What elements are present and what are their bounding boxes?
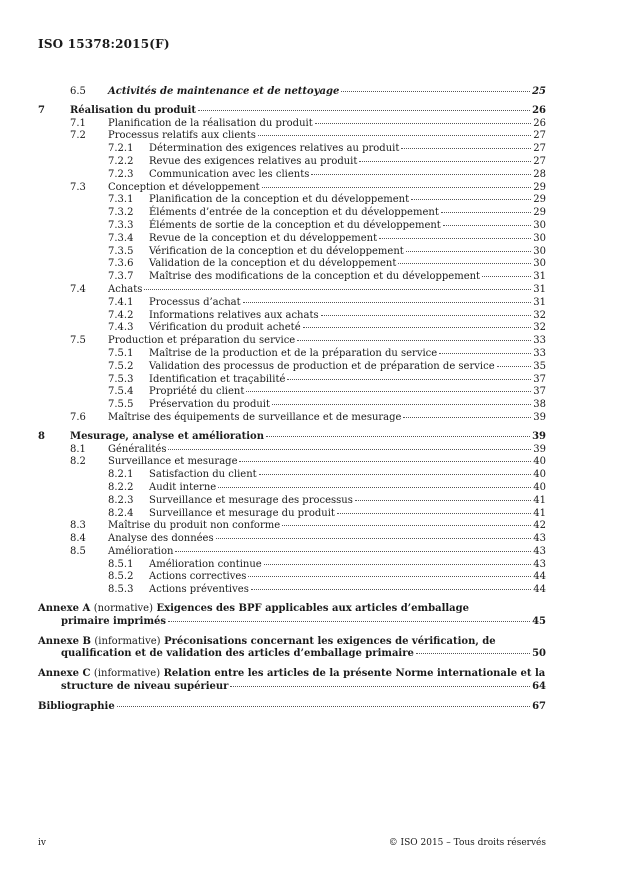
toc-entry-number: 8.2: [70, 456, 86, 468]
toc-entry-title: Surveillance et mesurage du produit: [149, 507, 335, 519]
toc-entry-7-4-1[interactable]: [38, 297, 546, 310]
toc-entry-7-3-6[interactable]: [38, 258, 546, 271]
table-of-contents: [38, 86, 546, 714]
annex-title-cont: structure de niveau supérieur: [61, 681, 229, 693]
dot-leader: [259, 474, 532, 475]
annex-title: Préconisations concernant les exigences de vérification, de: [164, 635, 496, 647]
toc-entry-title: Production et préparation du service: [108, 335, 296, 347]
toc-entry-7-6[interactable]: [38, 412, 546, 425]
dot-leader: [117, 706, 530, 707]
toc-entry-8-5[interactable]: [38, 546, 546, 559]
toc-entry-title: Validation de la conception et du développement: [149, 258, 397, 270]
toc-entry-7-1[interactable]: [38, 118, 546, 131]
toc-entry-number: 7.3.1: [108, 194, 134, 206]
toc-entry-page: 30: [533, 219, 546, 231]
toc-entry-7-5-2[interactable]: [38, 361, 546, 374]
dot-leader: [337, 513, 531, 514]
dot-leader: [441, 212, 531, 213]
dot-leader: [297, 340, 531, 341]
dot-leader: [287, 379, 531, 380]
toc-entry-page: 30: [533, 258, 546, 270]
toc-entry-number: 7.3.6: [108, 258, 134, 270]
toc-entry-title: Planification de la conception et du développement: [149, 194, 410, 206]
toc-entry-bibliography[interactable]: [38, 701, 546, 714]
annex-page: 64: [532, 681, 546, 693]
toc-entry-number: 7.3: [70, 181, 86, 193]
toc-entry-number: 7.3.3: [108, 219, 134, 231]
toc-annex-b[interactable]: [38, 636, 546, 662]
toc-entry-page: 41: [533, 507, 546, 519]
dot-leader: [251, 589, 531, 590]
dot-leader: [144, 289, 531, 290]
toc-entry-8-5-3[interactable]: [38, 584, 546, 597]
dot-leader: [497, 366, 532, 367]
toc-entry-page: 39: [533, 411, 546, 423]
dot-leader: [403, 417, 531, 418]
toc-entry-page: 30: [533, 232, 546, 244]
toc-entry-title: Amélioration continue: [149, 558, 262, 570]
toc-entry-page: 29: [533, 207, 546, 219]
toc-chapter-8[interactable]: [38, 431, 546, 444]
dot-leader: [311, 174, 531, 175]
toc-entry-page: 27: [533, 155, 546, 167]
dot-leader: [416, 653, 530, 654]
toc-entry-page: 37: [533, 386, 546, 398]
bibliography-page: 67: [532, 700, 546, 712]
toc-entry-number: 7.5.5: [108, 399, 134, 411]
annex-type: (normative): [93, 603, 153, 615]
toc-entry-title: Satisfaction du client: [149, 469, 257, 481]
dot-leader: [406, 251, 531, 252]
toc-entry-title: Conception et développement: [108, 181, 260, 193]
toc-entry-7-4[interactable]: [38, 284, 546, 297]
toc-entry-title: Activités de maintenance et de nettoyage: [108, 86, 340, 97]
toc-entry-title: Audit interne: [149, 481, 217, 493]
toc-entry-number: 7.2.1: [108, 143, 134, 155]
toc-entry-7-5-5[interactable]: [38, 399, 546, 412]
dot-leader: [303, 327, 532, 328]
toc-entry-number: 7.2: [70, 130, 86, 142]
toc-entry-7-2-2[interactable]: [38, 156, 546, 169]
footer-page-number: iv: [38, 838, 46, 848]
toc-entry-7-2-1[interactable]: [38, 143, 546, 156]
dot-leader: [315, 123, 532, 124]
footer-copyright: © ISO 2015 – Tous droits réservés: [388, 838, 546, 848]
toc-entry-page: 38: [533, 399, 546, 411]
dot-leader: [248, 576, 531, 577]
toc-entry-8-1[interactable]: [38, 444, 546, 457]
dot-leader: [379, 238, 531, 239]
toc-entry-title: Processus d’achat: [149, 296, 241, 308]
toc-entry-page: 44: [533, 584, 546, 596]
annex-label: Annexe C: [38, 668, 91, 680]
toc-entry-number: 8.5.2: [108, 571, 134, 583]
dot-leader: [321, 315, 532, 316]
dot-leader: [262, 187, 532, 188]
toc-entry-page: 33: [533, 347, 546, 359]
toc-entry-title: Éléments d’entrée de la conception et du développement: [149, 207, 439, 219]
toc-entry-number: 7.4.2: [108, 309, 134, 321]
dot-leader: [168, 449, 531, 450]
toc-entry-page: 37: [533, 373, 546, 385]
dot-leader: [443, 225, 531, 226]
toc-entry-7-5-1[interactable]: [38, 348, 546, 361]
toc-entry-title: Généralités: [108, 443, 167, 455]
toc-annex-c[interactable]: [38, 668, 546, 694]
toc-entry-title: Détermination des exigences relatives au produit: [149, 143, 400, 155]
toc-entry-8-2-4[interactable]: [38, 508, 546, 521]
toc-chapter-7[interactable]: [38, 105, 546, 118]
dot-leader: [401, 148, 531, 149]
toc-entry-page: 30: [533, 245, 546, 257]
toc-entry-title: Achats: [108, 283, 143, 295]
dot-leader: [264, 564, 532, 565]
toc-entry-title: Revue des exigences relatives au produit: [149, 155, 358, 167]
toc-entry-7-4-3[interactable]: [38, 322, 546, 335]
toc-entry-number: 7.2.2: [108, 155, 134, 167]
toc-entry-title: Éléments de sortie de la conception et du développement: [149, 219, 441, 231]
toc-entry-title: Amélioration: [108, 545, 174, 557]
toc-entry-number: 7.4.3: [108, 322, 134, 334]
toc-entry-page: 40: [533, 469, 546, 481]
toc-entry-title: Surveillance et mesurage des processus: [149, 494, 353, 506]
toc-entry-number: 7.4.1: [108, 296, 134, 308]
dot-leader: [230, 686, 530, 687]
toc-entry-number: 7.1: [70, 117, 86, 129]
dot-leader: [482, 276, 531, 277]
toc-entry-7-3-2[interactable]: [38, 207, 546, 220]
toc-entry-title: Mesurage, analyse et amélioration: [70, 430, 264, 442]
toc-entry-title: Préservation du produit: [149, 399, 271, 411]
toc-entry-number: 8.2.3: [108, 494, 134, 506]
toc-entry-page: 28: [533, 168, 546, 180]
page-footer: [38, 838, 546, 848]
dot-leader: [239, 461, 531, 462]
toc-entry-page: 32: [533, 309, 546, 321]
toc-entry-title: Informations relatives aux achats: [149, 309, 319, 321]
toc-entry-8-2-1[interactable]: [38, 469, 546, 482]
annex-type: (informative): [94, 635, 161, 647]
annex-page: 50: [532, 648, 546, 660]
toc-entry-page: 29: [533, 194, 546, 206]
toc-entry-number: 7.2.3: [108, 168, 134, 180]
toc-entry-number: 8.5.1: [108, 558, 134, 570]
toc-entry-7-5-4[interactable]: [38, 386, 546, 399]
toc-entry-title: Maîtrise des modifications de la conception et du développement: [149, 271, 481, 283]
toc-entry-8-2-3[interactable]: [38, 495, 546, 508]
toc-entry-7-3-3[interactable]: [38, 220, 546, 233]
dot-leader: [168, 621, 530, 622]
toc-entry-number: 7.3.5: [108, 245, 134, 257]
toc-entry-number: 7.3.7: [108, 271, 134, 283]
toc-entry-page: 35: [533, 360, 546, 372]
toc-entry-title: Maîtrise des équipements de surveillance et de mesurage: [108, 411, 402, 423]
toc-entry-page: 32: [533, 322, 546, 334]
toc-entry-page: 26: [533, 117, 546, 129]
document-id: ISO 15378:2015(F): [38, 37, 170, 51]
toc-entry-7-4-2[interactable]: [38, 310, 546, 323]
dot-leader: [218, 487, 531, 488]
toc-entry-7-2[interactable]: [38, 130, 546, 143]
toc-entry-title: Planification de la réalisation du produit: [108, 117, 313, 129]
toc-entry-page: 43: [533, 545, 546, 557]
dot-leader: [282, 525, 531, 526]
dot-leader: [272, 404, 531, 405]
toc-entry-number: 7: [38, 104, 45, 116]
annex-title-cont: primaire imprimés: [61, 615, 167, 627]
toc-entry-page: 31: [533, 296, 546, 308]
toc-entry-number: 7.6: [70, 411, 86, 423]
toc-entry-number: 8.2.2: [108, 481, 134, 493]
dot-leader: [175, 551, 531, 552]
toc-entry-title: Processus relatifs aux clients: [108, 130, 256, 142]
toc-entry-number: 7.3.2: [108, 207, 134, 219]
toc-entry-number: 7.5.1: [108, 347, 134, 359]
toc-entry-title: Identification et traçabilité: [149, 373, 286, 385]
toc-entry-title: Communication avec les clients: [149, 168, 310, 180]
toc-entry-number: 7.4: [70, 283, 86, 295]
toc-entry-number: 7.5.3: [108, 373, 134, 385]
toc-entry-page: 26: [532, 104, 546, 116]
toc-entry-8-3[interactable]: [38, 520, 546, 533]
dot-leader: [246, 391, 531, 392]
toc-entry-7-2-3[interactable]: [38, 169, 546, 182]
toc-entry-page: 40: [533, 481, 546, 493]
toc-entry-page: 29: [533, 181, 546, 193]
toc-entry-number: 6.5: [70, 86, 86, 97]
toc-entry-number: 8.3: [70, 520, 86, 532]
toc-entry-7-3-4[interactable]: [38, 233, 546, 246]
toc-entry-number: 7.5.4: [108, 386, 134, 398]
toc-annex-a[interactable]: [38, 603, 546, 629]
dot-leader: [398, 263, 531, 264]
toc-entry-8-4[interactable]: [38, 533, 546, 546]
toc-entry-page: 25: [532, 86, 546, 97]
toc-entry-number: 8.1: [70, 443, 86, 455]
toc-entry-title: Vérification de la conception et du développement: [149, 245, 404, 257]
toc-entry-number: 8.5.3: [108, 584, 134, 596]
toc-entry-page: 44: [533, 571, 546, 583]
toc-entry-8-5-1[interactable]: [38, 559, 546, 572]
bibliography-title: Bibliographie: [38, 700, 115, 712]
toc-entry-page: 33: [533, 335, 546, 347]
toc-entry-title: Surveillance et mesurage: [108, 456, 238, 468]
toc-entry-7-5-3[interactable]: [38, 374, 546, 387]
toc-entry-number: 8.2.4: [108, 507, 134, 519]
toc-entry-7-3-5[interactable]: [38, 246, 546, 259]
dot-leader: [216, 538, 532, 539]
toc-entry-number: 8: [38, 430, 45, 442]
annex-title: Exigences des BPF applicables aux articles d’emballage: [156, 603, 470, 615]
annex-title-cont: qualification et de validation des articles d’emballage primaire: [61, 648, 414, 660]
dot-leader: [355, 500, 531, 501]
toc-entry-page: 41: [533, 494, 546, 506]
toc-entry-page: 43: [533, 558, 546, 570]
toc-entry-title: Analyse des données: [108, 533, 214, 545]
annex-label: Annexe A: [38, 603, 91, 615]
toc-entry-page: 31: [533, 283, 546, 295]
toc-entry-page: 40: [533, 456, 546, 468]
toc-entry-title: Actions préventives: [149, 584, 249, 596]
dot-leader: [258, 135, 531, 136]
toc-entry-number: 8.2.1: [108, 469, 134, 481]
annex-page: 45: [532, 615, 546, 627]
toc-entry-8-2-2[interactable]: [38, 482, 546, 495]
toc-entry-page: 31: [533, 271, 546, 283]
toc-entry-7-5[interactable]: [38, 335, 546, 348]
dot-leader: [341, 91, 530, 92]
toc-entry-6-5[interactable]: [38, 86, 546, 99]
toc-entry-title: Maîtrise du produit non conforme: [108, 520, 281, 532]
dot-leader: [439, 353, 531, 354]
toc-entry-7-3[interactable]: [38, 182, 546, 195]
dot-leader: [198, 110, 530, 111]
toc-entry-number: 7.3.4: [108, 232, 134, 244]
toc-entry-8-2[interactable]: [38, 456, 546, 469]
annex-title: Relation entre les articles de la présente Norme internationale et la: [163, 668, 546, 680]
toc-entry-title: Maîtrise de la production et de la préparation du service: [149, 347, 438, 359]
toc-entry-title: Revue de la conception et du développement: [149, 232, 378, 244]
toc-entry-title: Actions correctives: [149, 571, 247, 583]
toc-entry-page: 27: [533, 130, 546, 142]
dot-leader: [359, 161, 531, 162]
dot-leader: [266, 436, 530, 437]
toc-entry-title: Propriété du client: [149, 386, 245, 398]
toc-entry-title: Validation des processus de production et de préparation de service: [149, 360, 495, 372]
annex-label: Annexe B: [38, 635, 91, 647]
annex-type: (informative): [93, 668, 161, 680]
dot-leader: [243, 302, 532, 303]
toc-entry-number: 8.5: [70, 545, 86, 557]
toc-entry-number: 7.5: [70, 335, 86, 347]
toc-entry-page: 27: [533, 143, 546, 155]
toc-entry-page: 42: [533, 520, 546, 532]
toc-entry-7-3-1[interactable]: [38, 194, 546, 207]
toc-entry-page: 43: [533, 533, 546, 545]
toc-entry-number: 8.4: [70, 533, 86, 545]
toc-entry-number: 7.5.2: [108, 360, 134, 372]
toc-entry-7-3-7[interactable]: [38, 271, 546, 284]
toc-entry-8-5-2[interactable]: [38, 571, 546, 584]
toc-entry-title: Réalisation du produit: [70, 104, 197, 116]
toc-entry-page: 39: [533, 443, 546, 455]
dot-leader: [411, 199, 531, 200]
toc-entry-title: Vérification du produit acheté: [149, 322, 301, 334]
toc-entry-page: 39: [532, 430, 546, 442]
